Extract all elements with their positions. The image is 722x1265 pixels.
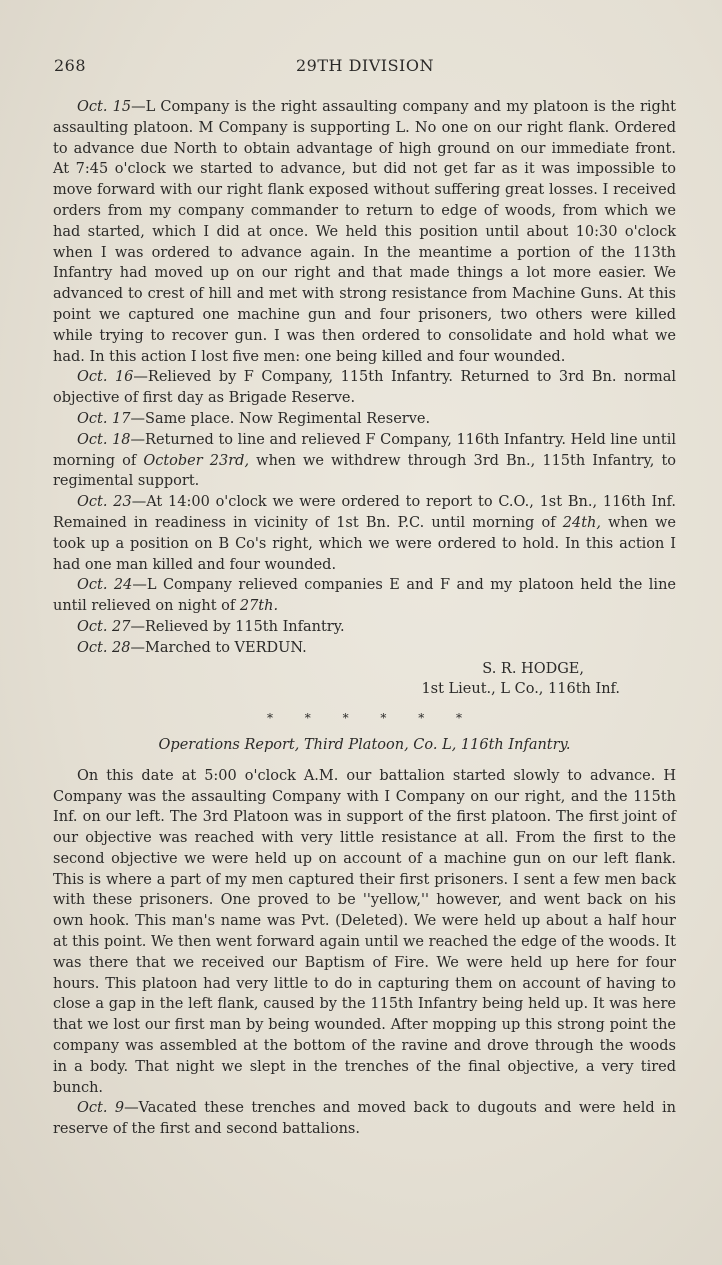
entry-date: Oct. 28 <box>77 639 131 656</box>
diary-entry: Oct. 15—L Company is the right assaulting company and my platoon is the right assaulting platoon. M Company is supporting L. No one on our right flank. Ordered to advance due North to obtain advantage of high ground on our immediate front. At 7:45 o'clock we started to advance, but did not get far as it was impossible to move forward with our right flank exposed without suffering great losses. I received orders from my company commander to return to edge of woods, from which we had started, which I did at once. We held this position until about 10:30 o'clock when I was ordered to advance again. In the meantime a portion of the 113th Infantry had moved up on our right and that made things a lot more easier. We advanced to crest of hill and met with strong resistance from Machine Guns. At this point we captured one machine gun and four prisoners, two others were killed while trying to recover gun. I was then ordered to consolidate and hold what we had. In this action I lost five men: one being killed and four wounded. <box>53 99 676 365</box>
entry-date: Oct. 18 <box>77 431 131 448</box>
entry-text: when we withdrew through 3rd Bn., 115th Infantry, to regimental support. <box>53 452 677 490</box>
running-head: 29TH DIVISION <box>296 56 434 75</box>
diary-entry: Oct. 23—At 14:00 o'clock we were ordered to report to C.O., 1st Bn., 116th Inf. Remained in readiness in vicinity of 1st Bn. P.C. until morning of 24th, when we took up a position on B Co's right, which we were ordered to hold. In this action I had one man killed and four wounded. <box>53 494 676 573</box>
diary-entry: Oct. 28—Marched to VERDUN. <box>77 639 307 656</box>
entry-text: Relieved by F Company, 115th Infantry. Returned to 3rd Bn. normal objective of first day as Brigade Reserve. <box>53 369 676 407</box>
section-separator: * * * * * * <box>266 711 477 726</box>
page-header <box>54 56 676 80</box>
page-body <box>53 97 676 1140</box>
diary-entry: Oct. 27—Relieved by 115th Infantry. <box>77 618 345 635</box>
diary-entry: Oct. 9—Vacated these trenches and moved back to dugouts and were held in reserve of the first and second battalions. <box>53 1100 676 1138</box>
diary-entry: Oct. 16—Relieved by F Company, 115th Infantry. Returned to 3rd Bn. normal objective of first day as Brigade Reserve. <box>53 369 676 407</box>
entry-date: Oct. 17 <box>77 410 131 427</box>
entry-text: Vacated these trenches and moved back to dugouts and were held in reserve of the first and second battalions. <box>53 1100 676 1138</box>
entry-italic-date: 24th, <box>562 514 601 531</box>
entry-text: L Company is the right assaulting company and my platoon is the right assaulting platoon. M Company is supporting L. No one on our right flank. Ordered to advance due North to obtain advantage of high ground on our immediate front. At 7:45 o'clock we started to advance, but did not get far as it was impossible to move forward with our right flank exposed without suffering great losses. I received orders from my company commander to return to edge of woods, from which we had started, which I did at once. We held this position until about 10:30 o'clock when I was ordered to advance again. In the meantime a portion of the 113th Infantry had moved up on our right and that made things a lot more easier. We advanced to crest of hill and met with strong resistance from Machine Guns. At this point we captured one machine gun and four prisoners, two others were killed while trying to recover gun. I was then ordered to consolidate and hold what we had. In this action I lost five men: one being killed and four wounded. <box>53 99 676 365</box>
entry-date: Oct. 16 <box>77 369 134 386</box>
entry-date: Oct. 24 <box>77 577 133 594</box>
diary-entry: Oct. 24—L Company relieved companies E and F and my platoon held the line until relieved on night of 27th. <box>53 577 676 615</box>
entry-text: L Company relieved companies E and F and my platoon held the line until relieved on night of <box>53 577 676 615</box>
signature-title: 1st Lieut., L Co., 116th Inf. <box>421 681 620 698</box>
entry-date: Oct. 15 <box>77 99 132 115</box>
entry-text: Relieved by 115th Infantry. <box>145 618 345 635</box>
entry-date: Oct. 23 <box>77 494 132 511</box>
report-title: Operations Report, Third Platoon, Co. L, 116th Infantry. <box>158 736 571 753</box>
diary-entry: Oct. 18—Returned to line and relieved F Company, 116th Infantry. Held line until morning of October 23rd, when we withdrew through 3rd Bn., 115th Infantry, to regimental support. <box>53 431 677 490</box>
signature-block <box>53 659 676 701</box>
diary-entry: Oct. 17—Same place. Now Regimental Reserve. <box>77 410 431 427</box>
entry-italic-date: 27th. <box>239 598 279 615</box>
page-number: 268 <box>54 56 87 75</box>
entry-text: Same place. Now Regimental Reserve. <box>145 410 431 427</box>
entry-text: when we took up a position on B Co's right, which we were ordered to hold. In this action I had one man killed and four wounded. <box>53 514 676 573</box>
entry-text: Marched to VERDUN. <box>145 639 307 656</box>
entry-text: Returned to line and relieved F Company, 116th Infantry. Held line until morning of <box>53 431 676 469</box>
entry-italic-date: October 23rd, <box>143 452 250 469</box>
report-paragraph: On this date at 5:00 o'clock A.M. our battalion started slowly to advance. H Company was the assaulting Company with I Company on our right, and the 115th Inf. on our left. The 3rd Platoon was in support of the first platoon. The first joint of our objective was reached with very little resistance at all. From the first to the second objective we were held up on account of a machine gun on our left flank. This is where a part of my men captured their first prisoners. I sent a few men back with these prisoners. One proved to be ''yellow,'' however, and went back on his own hook. This man's name was Pvt. (Deleted). We were held up about a half hour at this point. We then went forward again until we reached the edge of the woods. It was there that we received our Baptism of Fire. We were held up here for four hours. This platoon had very little to do in capturing them on account of having to close a gap in the left flank, caused by the 115th Infantry being held up. It was here that we lost our first man by being wounded. After mopping up this strong point the company was assembled at the bottom of the ravine and drove through the woods in a body. That night we slept in the trenches of the final objective, a very tired bunch. <box>53 767 676 1096</box>
entry-text: At 14:00 o'clock we were ordered to report to C.O., 1st Bn., 116th Inf. Remained in readiness in vicinity of 1st Bn. P.C. until morning of <box>53 494 676 531</box>
entry-date: Oct. 27 <box>77 618 131 635</box>
signature-name: S. R. HODGE, <box>482 660 584 677</box>
entry-date: Oct. 9 <box>77 1100 125 1117</box>
